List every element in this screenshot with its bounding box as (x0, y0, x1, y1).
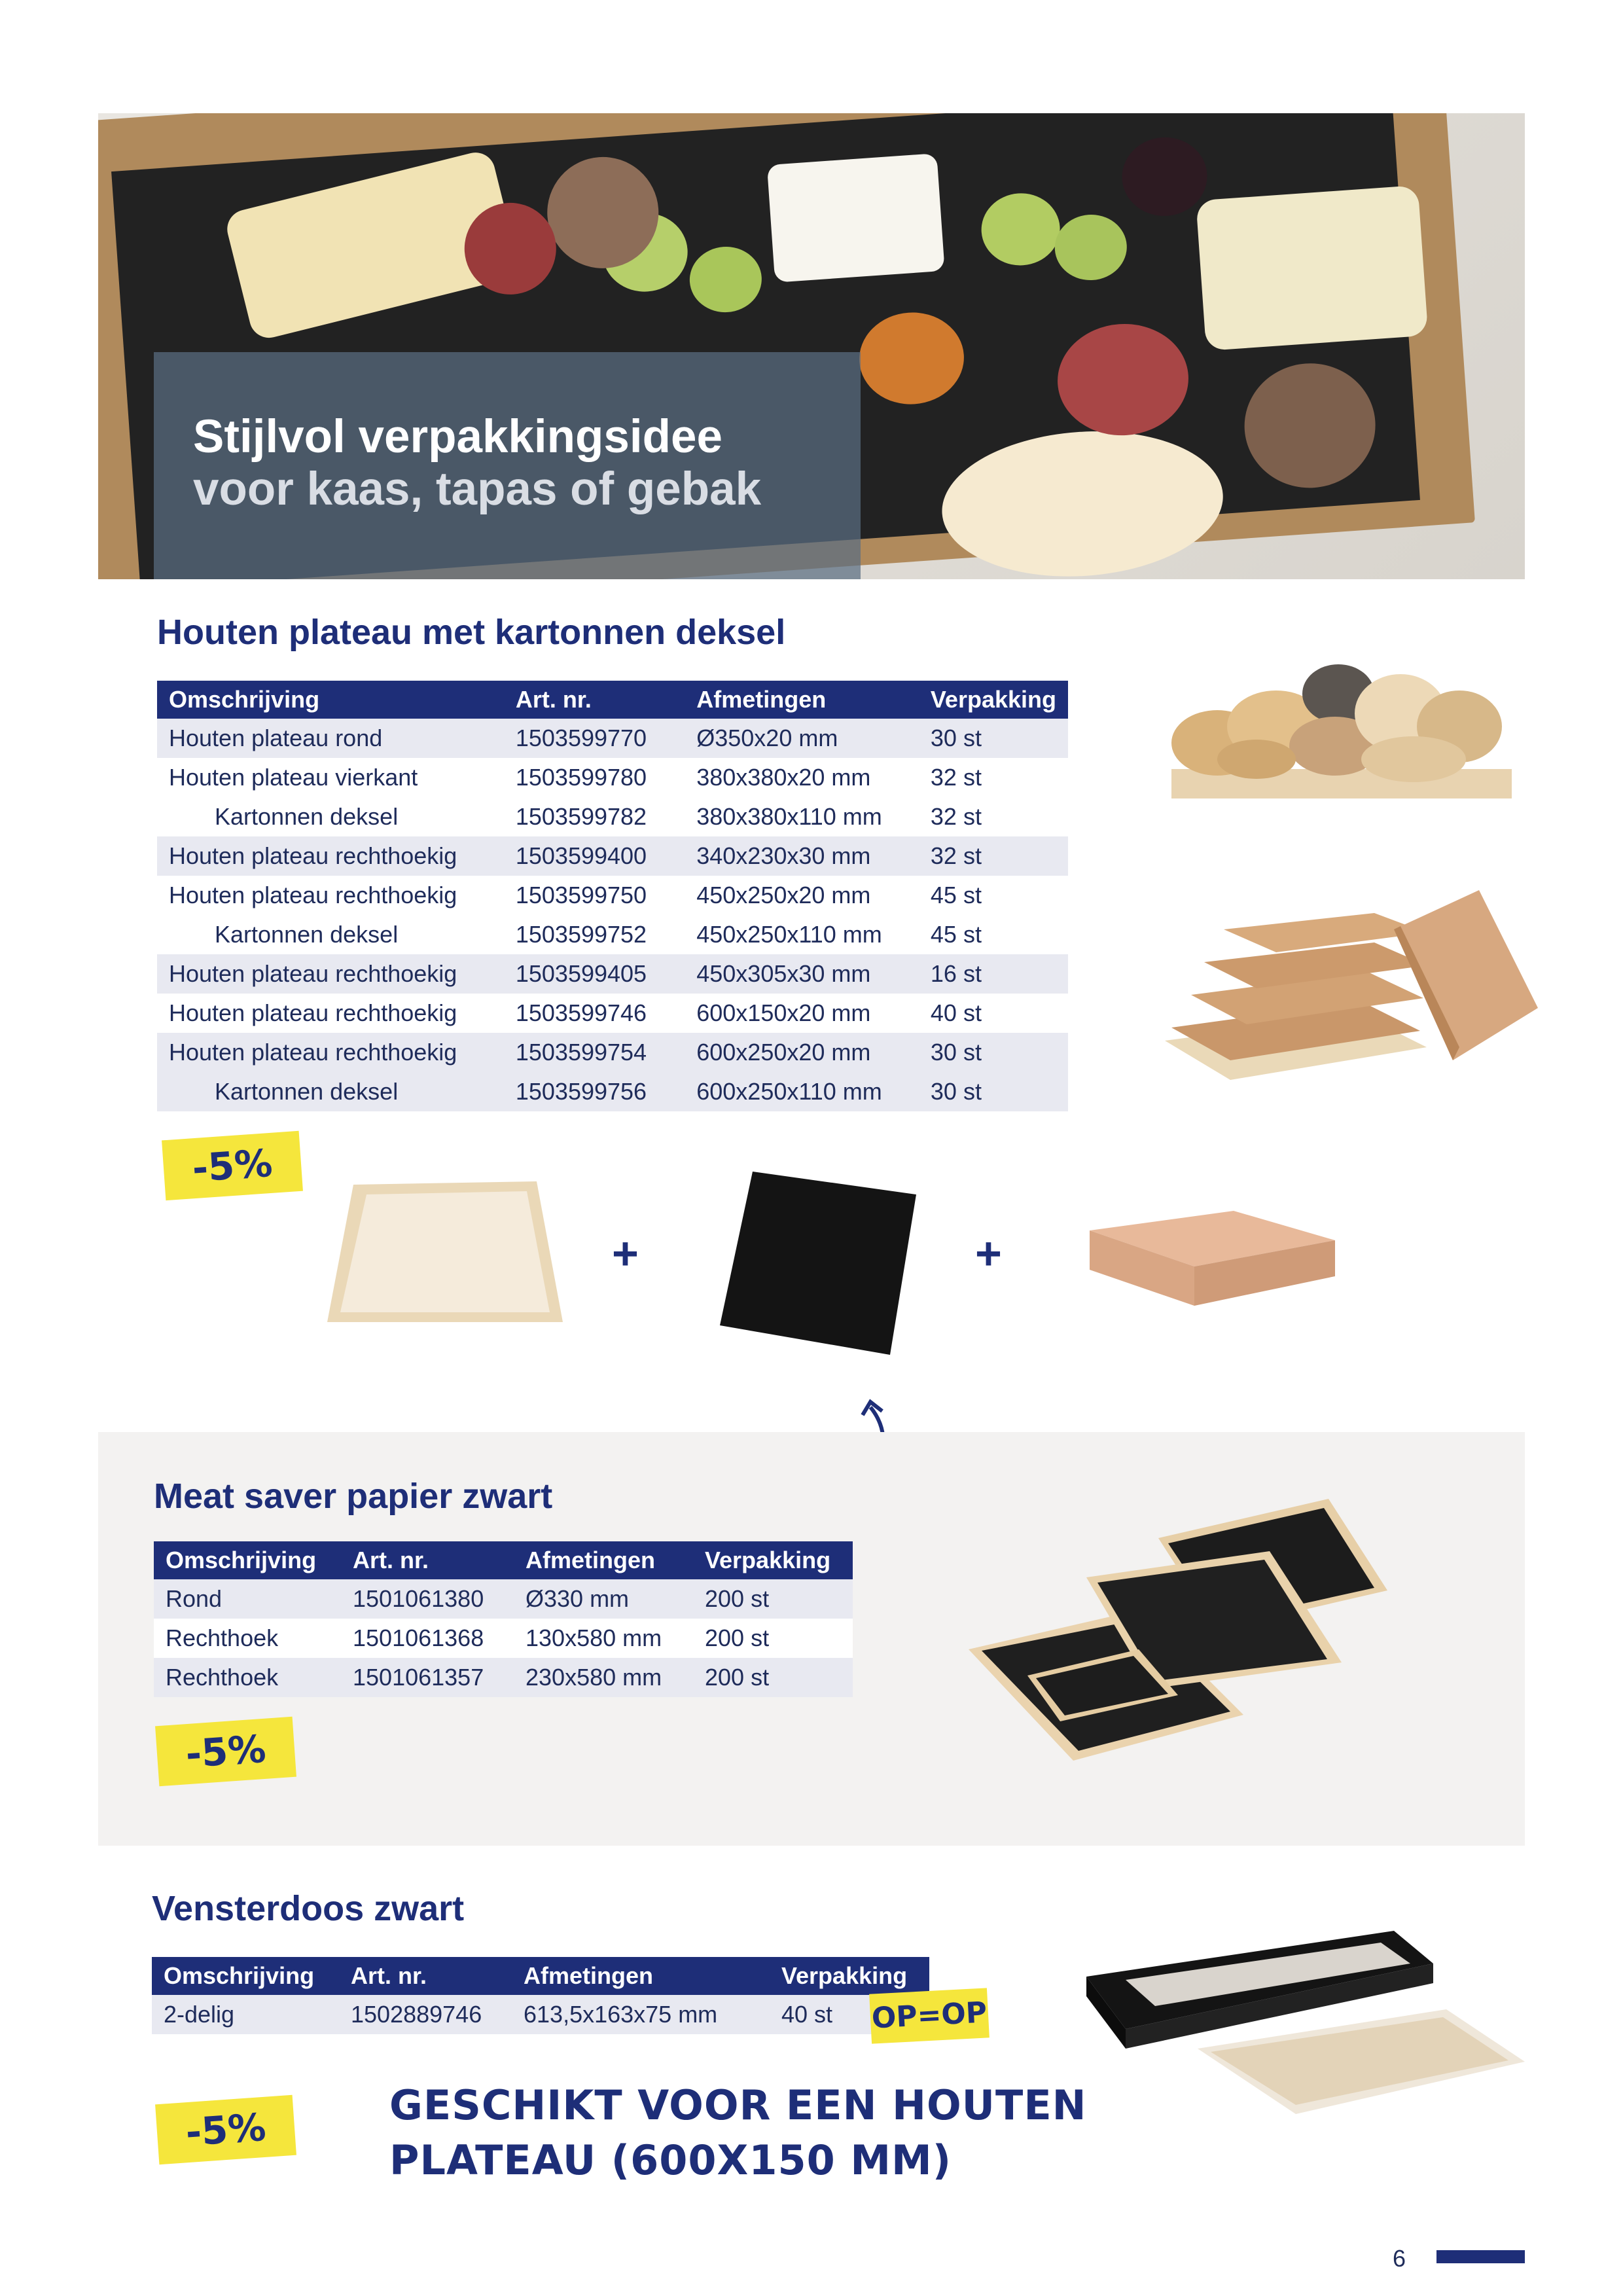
cell-art-nr: 1503599756 (504, 1072, 685, 1111)
cell-dimensions: 600x250x110 mm (685, 1072, 919, 1111)
discount-badge: -5% (155, 1717, 296, 1786)
column-header: Verpakking (770, 1957, 929, 1995)
cell-art-nr: 1503599770 (504, 719, 685, 758)
table-row (157, 915, 1068, 954)
table-row (157, 876, 1068, 915)
cell-dimensions: 130x580 mm (514, 1619, 693, 1658)
cell-art-nr: 1502889746 (339, 1995, 512, 2034)
cell-packaging: 45 st (930, 882, 982, 908)
cell-packaging: 32 st (930, 764, 982, 791)
hero-title-line1: Stijlvol verpakkingsidee (193, 411, 722, 463)
discount-badge: -5% (155, 2095, 296, 2164)
cell-packaging: 40 st (930, 999, 982, 1026)
table-row (157, 1033, 1068, 1072)
meatsaver-table (154, 1541, 853, 1697)
cell-art-nr: 1503599400 (504, 836, 685, 876)
table-header-row (152, 1957, 929, 1995)
section-title-plateau: Houten plateau met kartonnen deksel (157, 613, 786, 652)
cell-packaging: 16 st (919, 954, 1068, 994)
kraft-boxes-image (1152, 877, 1544, 1126)
cell-art-nr: 1503599782 (515, 803, 647, 830)
cell-dimensions: 450x305x30 mm (685, 954, 919, 994)
cell-dimensions: 600x150x20 mm (696, 999, 871, 1026)
cell-description: Houten plateau rechthoekig (169, 882, 457, 908)
cell-description: Kartonnen deksel (157, 1072, 504, 1111)
cell-description: 2-delig (152, 1995, 339, 2034)
table-row (154, 1579, 853, 1619)
column-header: Omschrijving (152, 1957, 339, 1995)
table-row (157, 994, 1068, 1033)
cell-dimensions: 450x250x20 mm (696, 882, 871, 908)
cell-dimensions: 230x580 mm (514, 1658, 693, 1697)
note-line1: GESCHIKT VOOR EEN HOUTEN (389, 2081, 1087, 2129)
cell-dimensions: 340x230x30 mm (685, 836, 919, 876)
cell-description: Houten plateau rechthoekig (169, 999, 457, 1026)
table-row (154, 1619, 853, 1658)
column-header: Omschrijving (157, 681, 504, 719)
page-number-bar (1436, 2250, 1525, 2263)
cell-description: Houten plateau rechthoekig (157, 1033, 504, 1072)
table-header-row (154, 1541, 853, 1579)
cell-description: Houten plateau rond (157, 719, 504, 758)
column-header: Art. nr. (341, 1541, 514, 1579)
suitability-note (389, 2078, 1087, 2188)
black-paper-trays-image (962, 1492, 1394, 1780)
cell-packaging: 30 st (919, 1072, 1068, 1111)
column-header: Art. nr. (504, 681, 685, 719)
cell-art-nr: 1503599752 (515, 921, 647, 948)
table-row (157, 836, 1068, 876)
hero-banner (98, 113, 1525, 579)
table-header-row (157, 681, 1068, 719)
cell-dimensions: 600x250x20 mm (685, 1033, 919, 1072)
table-row (157, 758, 1068, 797)
cell-description: Rechthoek (154, 1658, 341, 1697)
cell-packaging: 30 st (919, 1033, 1068, 1072)
cell-description: Kartonnen deksel (215, 921, 399, 948)
cell-dimensions: Ø330 mm (514, 1579, 693, 1619)
cell-packaging: 32 st (930, 803, 982, 830)
column-header: Afmetingen (685, 681, 919, 719)
table-row (152, 1995, 929, 2034)
column-header: Afmetingen (514, 1541, 693, 1579)
black-paper-image (713, 1165, 923, 1361)
page-number: 6 (1393, 2245, 1406, 2272)
bread-plateau-image (1165, 655, 1518, 805)
cell-description: Houten plateau rechthoekig (157, 836, 504, 876)
wooden-tray-image (321, 1178, 569, 1329)
column-header: Verpakking (919, 681, 1068, 719)
cell-art-nr: 1503599754 (504, 1033, 685, 1072)
discount-badge: -5% (162, 1131, 303, 1200)
cell-dimensions: 380x380x20 mm (696, 764, 871, 791)
cell-art-nr: 1501061368 (341, 1619, 514, 1658)
table-row (157, 797, 1068, 836)
op-op-badge: OP=OP (869, 1988, 990, 2043)
plus-icon: + (975, 1228, 1002, 1279)
cell-art-nr: 1503599750 (515, 882, 647, 908)
table-row (157, 1072, 1068, 1111)
cell-packaging: 32 st (919, 836, 1068, 876)
cell-art-nr: 1503599780 (515, 764, 647, 791)
column-header: Afmetingen (512, 1957, 770, 1995)
kraft-lid-image (1083, 1185, 1338, 1316)
table-row (157, 719, 1068, 758)
table-row (157, 954, 1068, 994)
column-header: Omschrijving (154, 1541, 341, 1579)
cell-description: Rond (154, 1579, 341, 1619)
cell-description: Rechthoek (154, 1619, 341, 1658)
cell-packaging: 200 st (693, 1619, 853, 1658)
cell-description: Kartonnen deksel (215, 803, 399, 830)
table-row (154, 1658, 853, 1697)
vensterdoos-table (152, 1957, 929, 2034)
cell-dimensions: 450x250x110 mm (696, 921, 882, 948)
section-title-meatsaver: Meat saver papier zwart (154, 1477, 553, 1516)
cell-art-nr: 1503599405 (504, 954, 685, 994)
column-header: Verpakking (693, 1541, 853, 1579)
note-line2: PLATEAU (600X150 MM) (389, 2136, 952, 2184)
cell-art-nr: 1503599746 (515, 999, 647, 1026)
cell-packaging: 200 st (693, 1658, 853, 1697)
cell-art-nr: 1501061380 (341, 1579, 514, 1619)
cell-packaging: 45 st (930, 921, 982, 948)
cell-dimensions: 380x380x110 mm (696, 803, 882, 830)
cell-dimensions: Ø350x20 mm (685, 719, 919, 758)
cell-description: Houten plateau rechthoekig (157, 954, 504, 994)
plateau-table (157, 681, 1068, 1111)
plus-icon: + (612, 1228, 639, 1279)
cell-description: Houten plateau vierkant (169, 764, 418, 791)
window-box-image (1080, 1924, 1538, 2121)
cell-dimensions: 613,5x163x75 mm (512, 1995, 770, 2034)
cell-packaging: 40 st (770, 1995, 929, 2034)
hero-title-line2: voor kaas, tapas of gebak (193, 463, 762, 515)
cell-packaging: 30 st (919, 719, 1068, 758)
cell-packaging: 200 st (693, 1579, 853, 1619)
column-header: Art. nr. (339, 1957, 512, 1995)
cell-art-nr: 1501061357 (341, 1658, 514, 1697)
section-title-vensterdoos: Vensterdoos zwart (152, 1889, 465, 1928)
